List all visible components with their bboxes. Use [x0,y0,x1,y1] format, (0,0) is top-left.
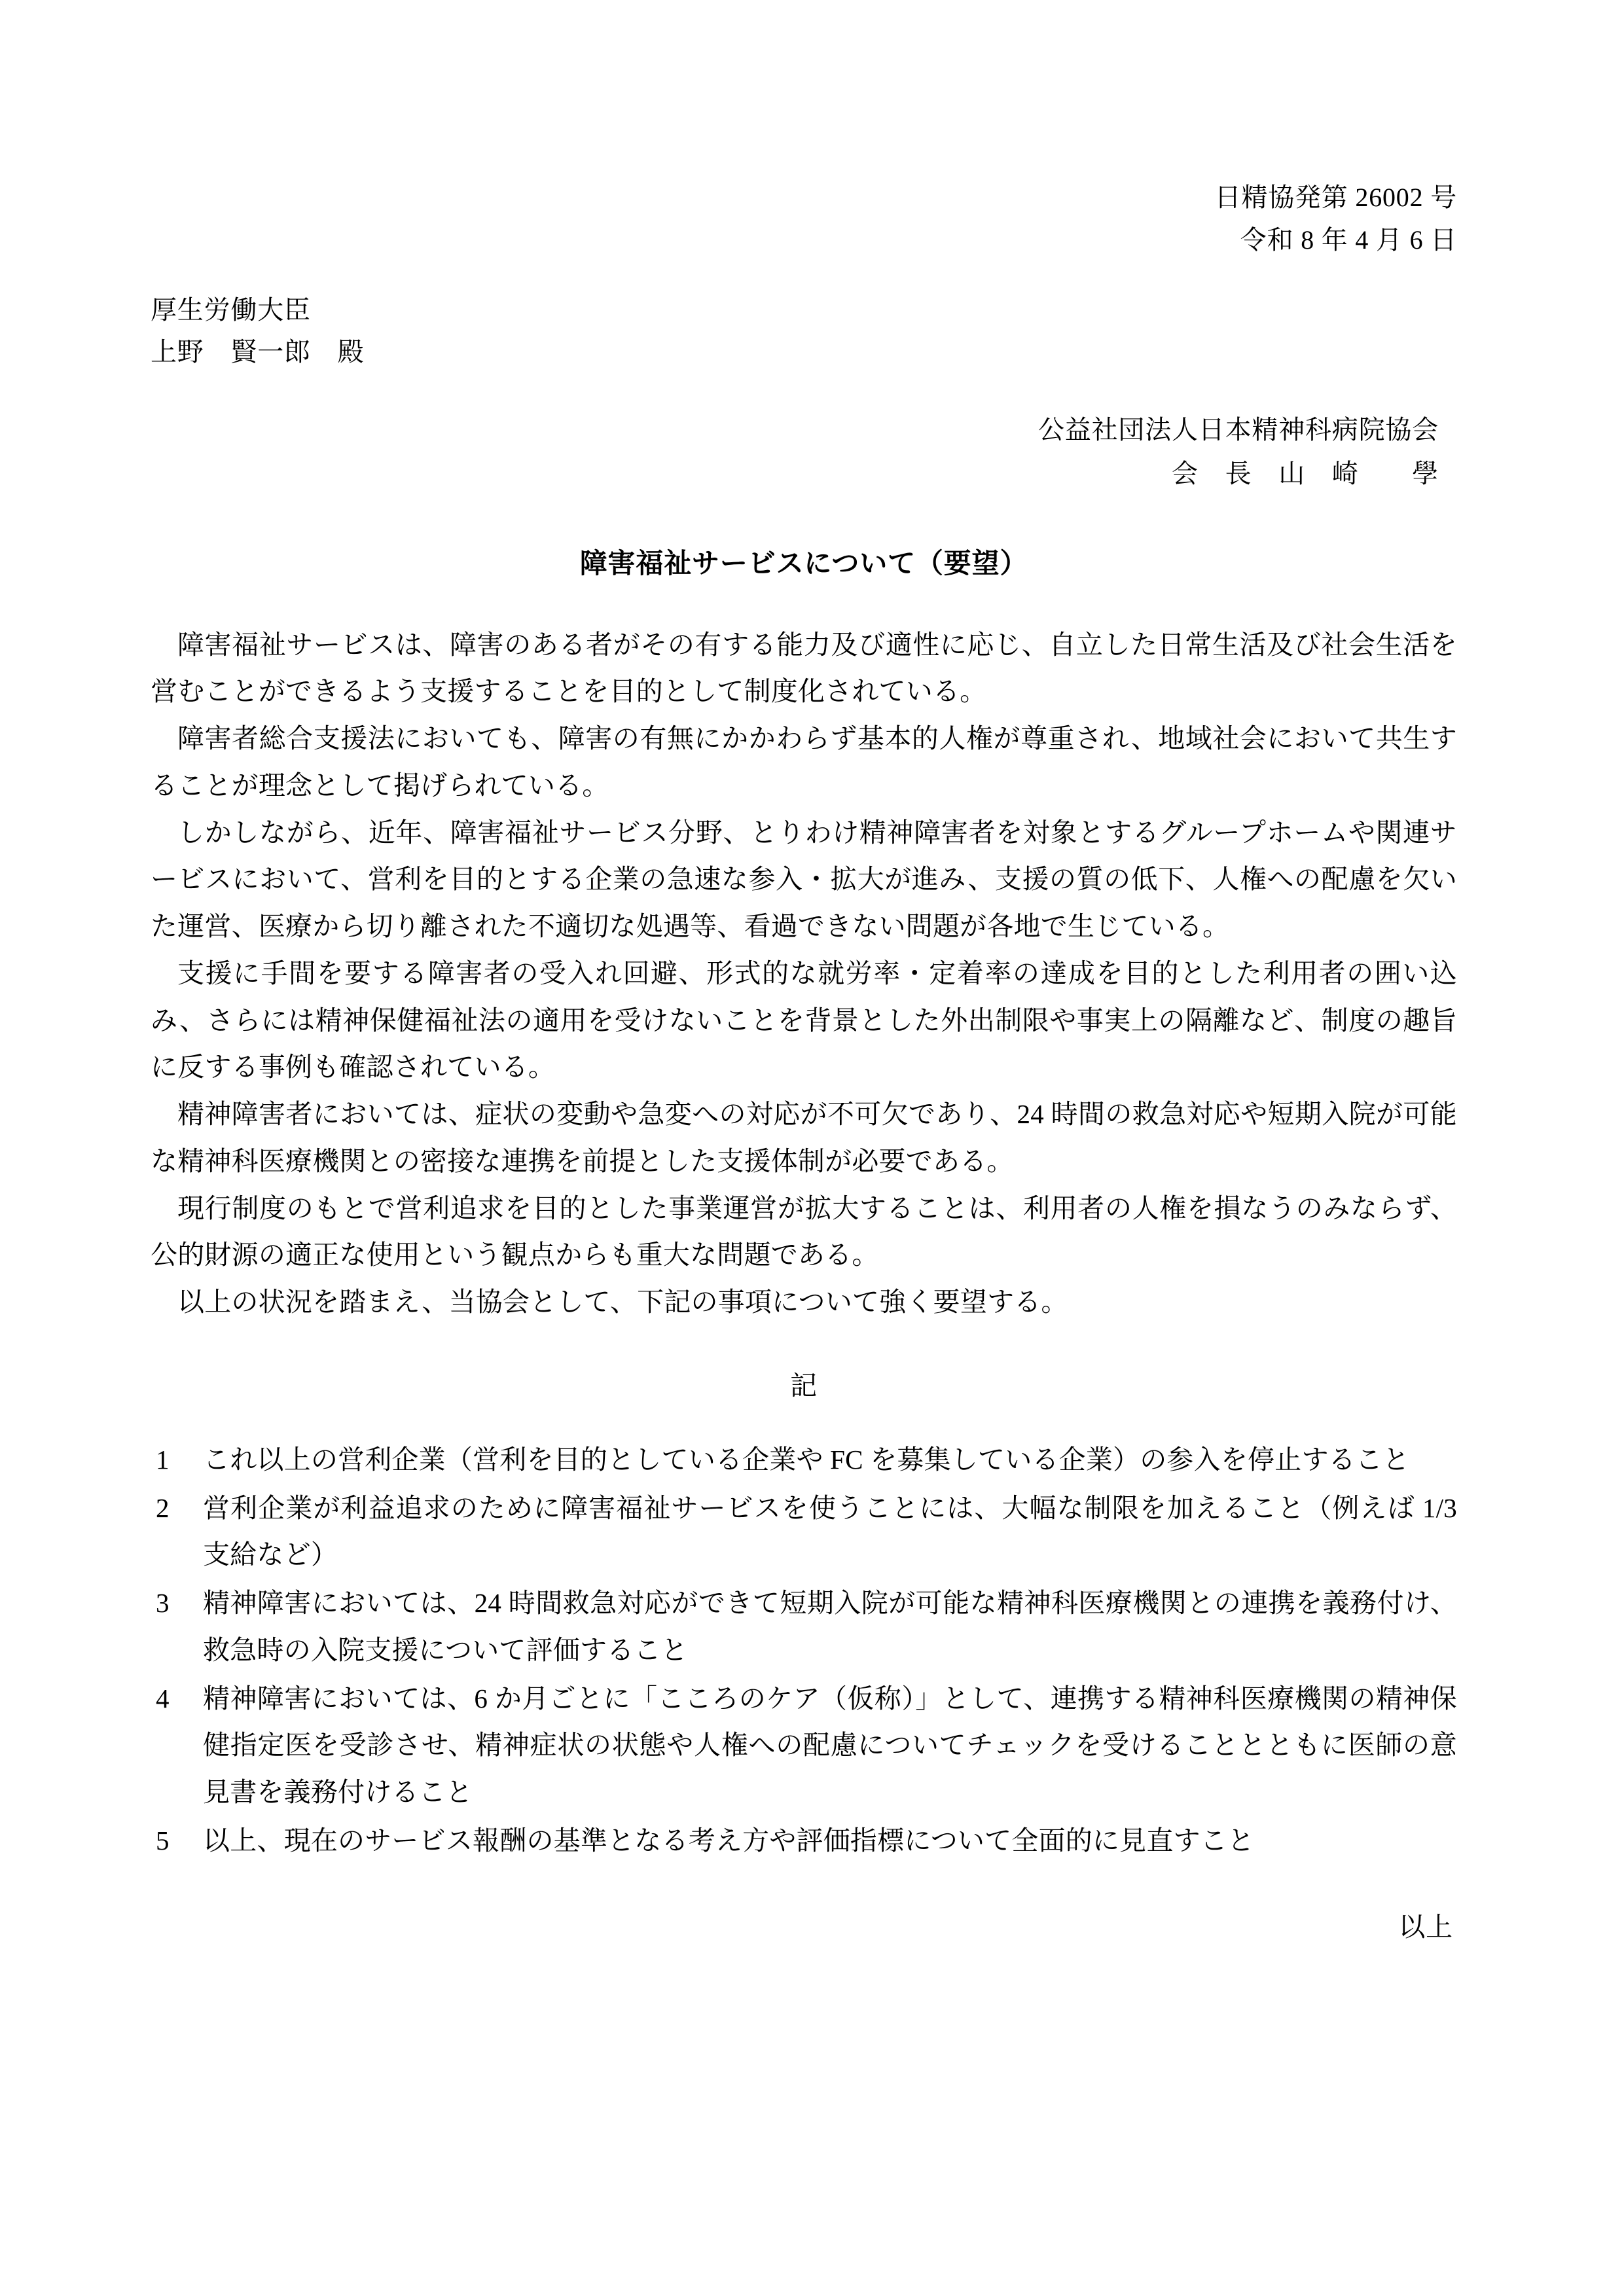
sender-organization: 公益社団法人日本精神科病院協会 [1038,415,1439,445]
list-item-text: 営利企業が利益追求のために障害福祉サービスを使うことには、大幅な制限を加えること（例えば 1/3 支給など） [203,1492,1457,1570]
closing-mark: 以上 [1398,1911,1453,1942]
list-item [151,1437,1457,1484]
list-item-number: 5 [156,1825,170,1856]
body-paragraph: 現行制度のもとで営利追求を目的とした事業運営が拡大することは、利用者の人権を損なうのみならず、公的財源の適正な使用という観点からも重大な問題である。 [151,1193,1457,1270]
list-item-text: 以上、現在のサービス報酬の基準となる考え方や評価指標について全面的に見直すこと [203,1825,1255,1856]
list-item [151,1485,1457,1579]
ki-mark: 記 [790,1370,818,1401]
requirements-list [151,1437,1457,1865]
page-title: 障害福祉サービスについて（要望） [579,548,1028,579]
document-number: 日精協発第 26002 号 [1214,183,1457,212]
document-header [151,177,1457,262]
list-item-text: 精神障害においては、24 時間救急対応ができて短期入院が可能な精神科医療機関との連携を義務付け、救急時の入院支援について評価すること [203,1588,1457,1665]
list-item-text: 精神障害においては、6 か月ごとに「こころのケア（仮称）」として、連携する精神科医療機関の精神保健指定医を受診させ、精神症状の状態や人権への配慮についてチェックを受けることとともに医師の意見書を義務付けること [203,1683,1457,1808]
body-paragraph: 以上の状況を踏まえ、当協会として、下記の事項について強く要望する。 [177,1287,1068,1318]
list-item-text: これ以上の営利企業（営利を目的としている企業や FC を募集している企業）の参入を停止すること [203,1444,1410,1475]
body-paragraph: しかしながら、近年、障害福祉サービス分野、とりわけ精神障害者を対象とするグループホームや関連サービスにおいて、営利を目的とする企業の急速な参入・拡大が進み、支援の質の低下、人権への配慮を欠いた運営、医療から切り離された不適切な処遇等、看過できない問題が各地で生じている。 [151,817,1457,942]
addressee-name: 上野 賢一郎 殿 [151,337,365,367]
list-item-number: 2 [156,1492,170,1523]
body-paragraph: 精神障害者においては、症状の変動や急変への対応が不可欠であり、24 時間の救急対応や短期入院が可能な精神科医療機関との密接な連携を前提とした支援体制が必要である。 [151,1099,1457,1176]
list-item-number: 3 [156,1588,170,1619]
addressee-block [151,289,1457,374]
list-item-number: 4 [156,1683,170,1713]
list-item [151,1580,1457,1674]
document-date: 令和 8 年 4 月 6 日 [1240,224,1457,255]
body-paragraph: 障害者総合支援法においても、障害の有無にかかわらず基本的人権が尊重され、地域社会において共生することが理念として掲げられている。 [151,723,1457,800]
list-item [151,1818,1457,1865]
list-item-number: 1 [156,1444,170,1475]
sender-block [151,408,1457,495]
addressee-title: 厚生労働大臣 [151,295,311,325]
body-paragraph: 障害福祉サービスは、障害のある者がその有する能力及び適性に応じ、自立した日常生活及び社会生活を営むことができるよう支援することを目的として制度化されている。 [151,629,1457,707]
sender-representative: 会 長 山 崎 學 [1172,459,1439,489]
list-item [151,1676,1457,1816]
body-paragraph: 支援に手間を要する障害者の受入れ回避、形式的な就労率・定着率の達成を目的とした利用者の囲い込み、さらには精神保健福祉法の適用を受けないことを背景とした外出制限や事実上の隔離など、制度の趣旨に反する事例も確認されている。 [151,958,1457,1083]
body-text [151,622,1457,1326]
